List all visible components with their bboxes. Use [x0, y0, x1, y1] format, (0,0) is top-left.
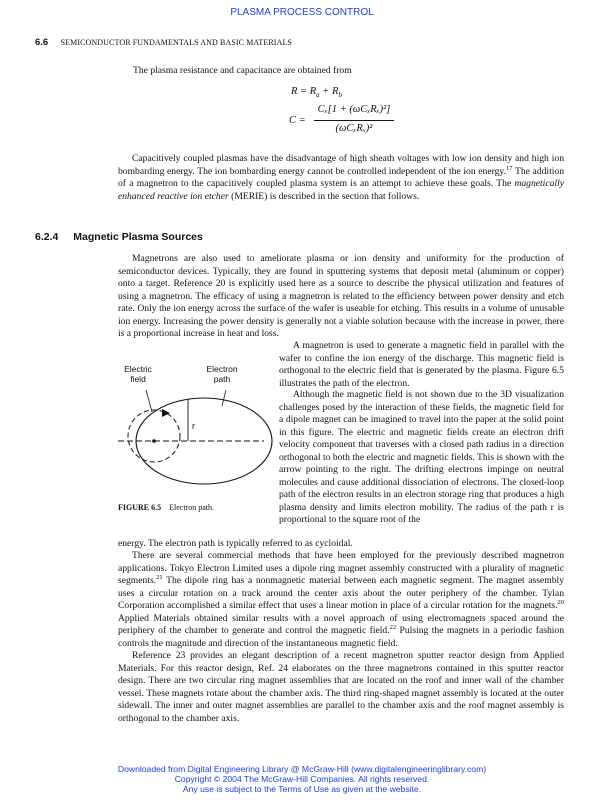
section-title: SEMICONDUCTOR FUNDAMENTALS AND BASIC MATERIALS — [60, 38, 292, 47]
caption-number: FIGURE 6.5 — [118, 503, 162, 512]
paragraph-magnetron-3: Although the magnetic field is not shown due to the 3D visualization challenges posed by the interaction of these fields, the magnetic field for a dipole magnet can be imagined to travel into the paper at the solid point in this figure. The electric and magnetic fields create an electron drift velocity component that traverses with a closed path radius in a direction orthogonal to both the electric and magnetic fields. This is shown with the arrow pointing to the right. The drifting electrons impinge on neutral molecules and cause additional dissociation of electrons. The closed-loop path of the electron results in an electron storage ring that produces a high plasma density and limits electron mobility. The radius of the path r is proportional to the square root of the — [279, 389, 564, 525]
radius-label: r — [192, 421, 195, 431]
ccp-text-2: The addition of a magnetron to the capacitively coupled plasma system is an attempt to achieve these goals. The — [118, 165, 564, 189]
page-header — [35, 37, 292, 48]
label-electron-path: Electron path — [206, 364, 238, 384]
intro-sentence: The plasma resistance and capacitance are obtained from — [133, 65, 352, 76]
equation-capacitance-numerator: Cₓ[1 + (ωCₓRₓ)²] — [317, 104, 391, 115]
arrow-right-icon — [162, 409, 170, 417]
commercial-text-1: There are several commercial methods that have been employed for the previously described magnetron applications. Tokyo Electron Limited uses a dipole ring magnet assembly constructed with a plurality of magnetic segments. — [118, 550, 564, 586]
commercial-text-2: The dipole ring has a nonmagnetic material between each magnetic segment. The magnet assembly uses a circular rotation on a track around the center axis about the outer periphery of the chamber. Tylan Corporation accomplished a similar effect that uses a linear motion in place of a circular rotation for the magnets. — [118, 575, 564, 611]
ccp-text-3: (MERIE) is described in the section that follows. — [228, 190, 420, 202]
subsection-number: 6.2.4 — [35, 231, 59, 243]
equation-capacitance-denominator: (ωCₓRₓ)² — [335, 123, 373, 134]
electron-pointer-line — [222, 390, 226, 406]
paragraph-ccp — [118, 153, 564, 203]
running-head: PLASMA PROCESS CONTROL — [230, 7, 374, 18]
paragraph-magnetron-1: Magnetrons are also used to ameliorate plasma or ion density and uniformity for the production of semiconductor devices. Typically, they are found in sputtering systems that deposit metal (aluminum or copper) onto a target. Reference 20 is explicitly used here as a source to describe the physical utilization and features of using a magnetron. The efficacy of using a magnetron is related to the efficiency between power density and etch rate. Only the ion energy across the surface of the wafer is useable for etching. This results in a volume of unusable ion energy. Increasing the power density is generally not a viable solution because with the increase in power, there is a proportional increase in heat and loss. — [118, 253, 564, 339]
commercial-ref-22: 22 — [389, 623, 397, 631]
electric-pointer-line — [146, 390, 152, 412]
ccp-italic-term: magnetically enhanced reactive ion etcher — [118, 178, 564, 202]
commercial-text-4: Pulsing the magnets in a periodic fashion controls the magnitude and direction of the instantaneous magnetic field. — [118, 625, 564, 649]
eq1-lhs: R — [291, 86, 298, 97]
label-electric-field: Electric field — [124, 364, 152, 384]
footer — [0, 764, 604, 794]
eq1-sub-a: a — [316, 91, 320, 100]
page-number: 6.6 — [35, 37, 49, 48]
equation-resistance — [291, 86, 342, 99]
paragraph-commercial — [118, 550, 564, 650]
commercial-ref-21: 21 — [156, 573, 163, 581]
footer-copyright: Copyright © 2004 The McGraw-Hill Companies. All rights reserved. — [174, 774, 430, 784]
figure-electron-path — [118, 360, 278, 500]
caption-text: Electron path. — [169, 503, 214, 512]
eq1-plus: + R — [322, 86, 339, 97]
footer-terms: Any use is subject to the Terms of Use as given at the website. — [182, 784, 422, 794]
paragraph-reference-23: Reference 23 provides an elegant description of a recent magnetron sputter reactor design from Applied Materials. For this reactor design, Ref. 24 elaborates on the three magnetrons contained in this sputter reactor design. There are two circular ring magnet assemblies that are located on the roof and inner wall of the chamber vessel. These magnets rotate about the chamber axis. The third ring-shaped magnet assembly is located at the outer sidewall. The inner and outer magnet assemblies are parallel to the chamber axis and the roof magnet assembly is orthogonal to the chamber axis. — [118, 650, 564, 724]
fraction-bar — [314, 120, 394, 121]
equation-capacitance-lhs: C = — [289, 115, 306, 126]
subsection-heading — [35, 231, 203, 243]
paragraph-magnetron-3-tail: energy. The electron path is typically referred to as cycloidal. — [118, 538, 353, 549]
figure-caption — [118, 503, 214, 512]
eq1-sub-b: b — [338, 91, 342, 100]
ccp-text-1: Capacitively coupled plasmas have the disadvantage of high sheath voltages with low ion density and high ion bombarding energy. The ion bombarding energy cannot be controlled independent of the ion energy. — [118, 153, 564, 177]
electric-field-circle — [128, 410, 180, 462]
solid-point-icon — [152, 439, 156, 443]
electron-path-diagram — [118, 360, 278, 500]
paragraph-magnetron-2: A magnetron is used to generate a magnetic field in parallel with the wafer to confine the ion energy of the discharge. This magnetic field is orthogonal to the electric field that is generated by the plasma. Figure 6.5 illustrates the path of the electron. — [279, 340, 564, 389]
commercial-text-3: Applied Materials obtained similar results with a novel approach of using electromagnets spaced around the periphery of the chamber to generate and control the magnetic field. — [118, 612, 564, 636]
footer-download-link[interactable]: Downloaded from Digital Engineering Library @ McGraw-Hill (www.digitalengineeringlibrary.com) — [117, 764, 487, 774]
subsection-title: Magnetic Plasma Sources — [73, 231, 203, 243]
commercial-ref-20: 20 — [557, 598, 564, 606]
eq1-rhs: = R — [300, 86, 317, 97]
ccp-ref-17: 17 — [506, 164, 513, 172]
